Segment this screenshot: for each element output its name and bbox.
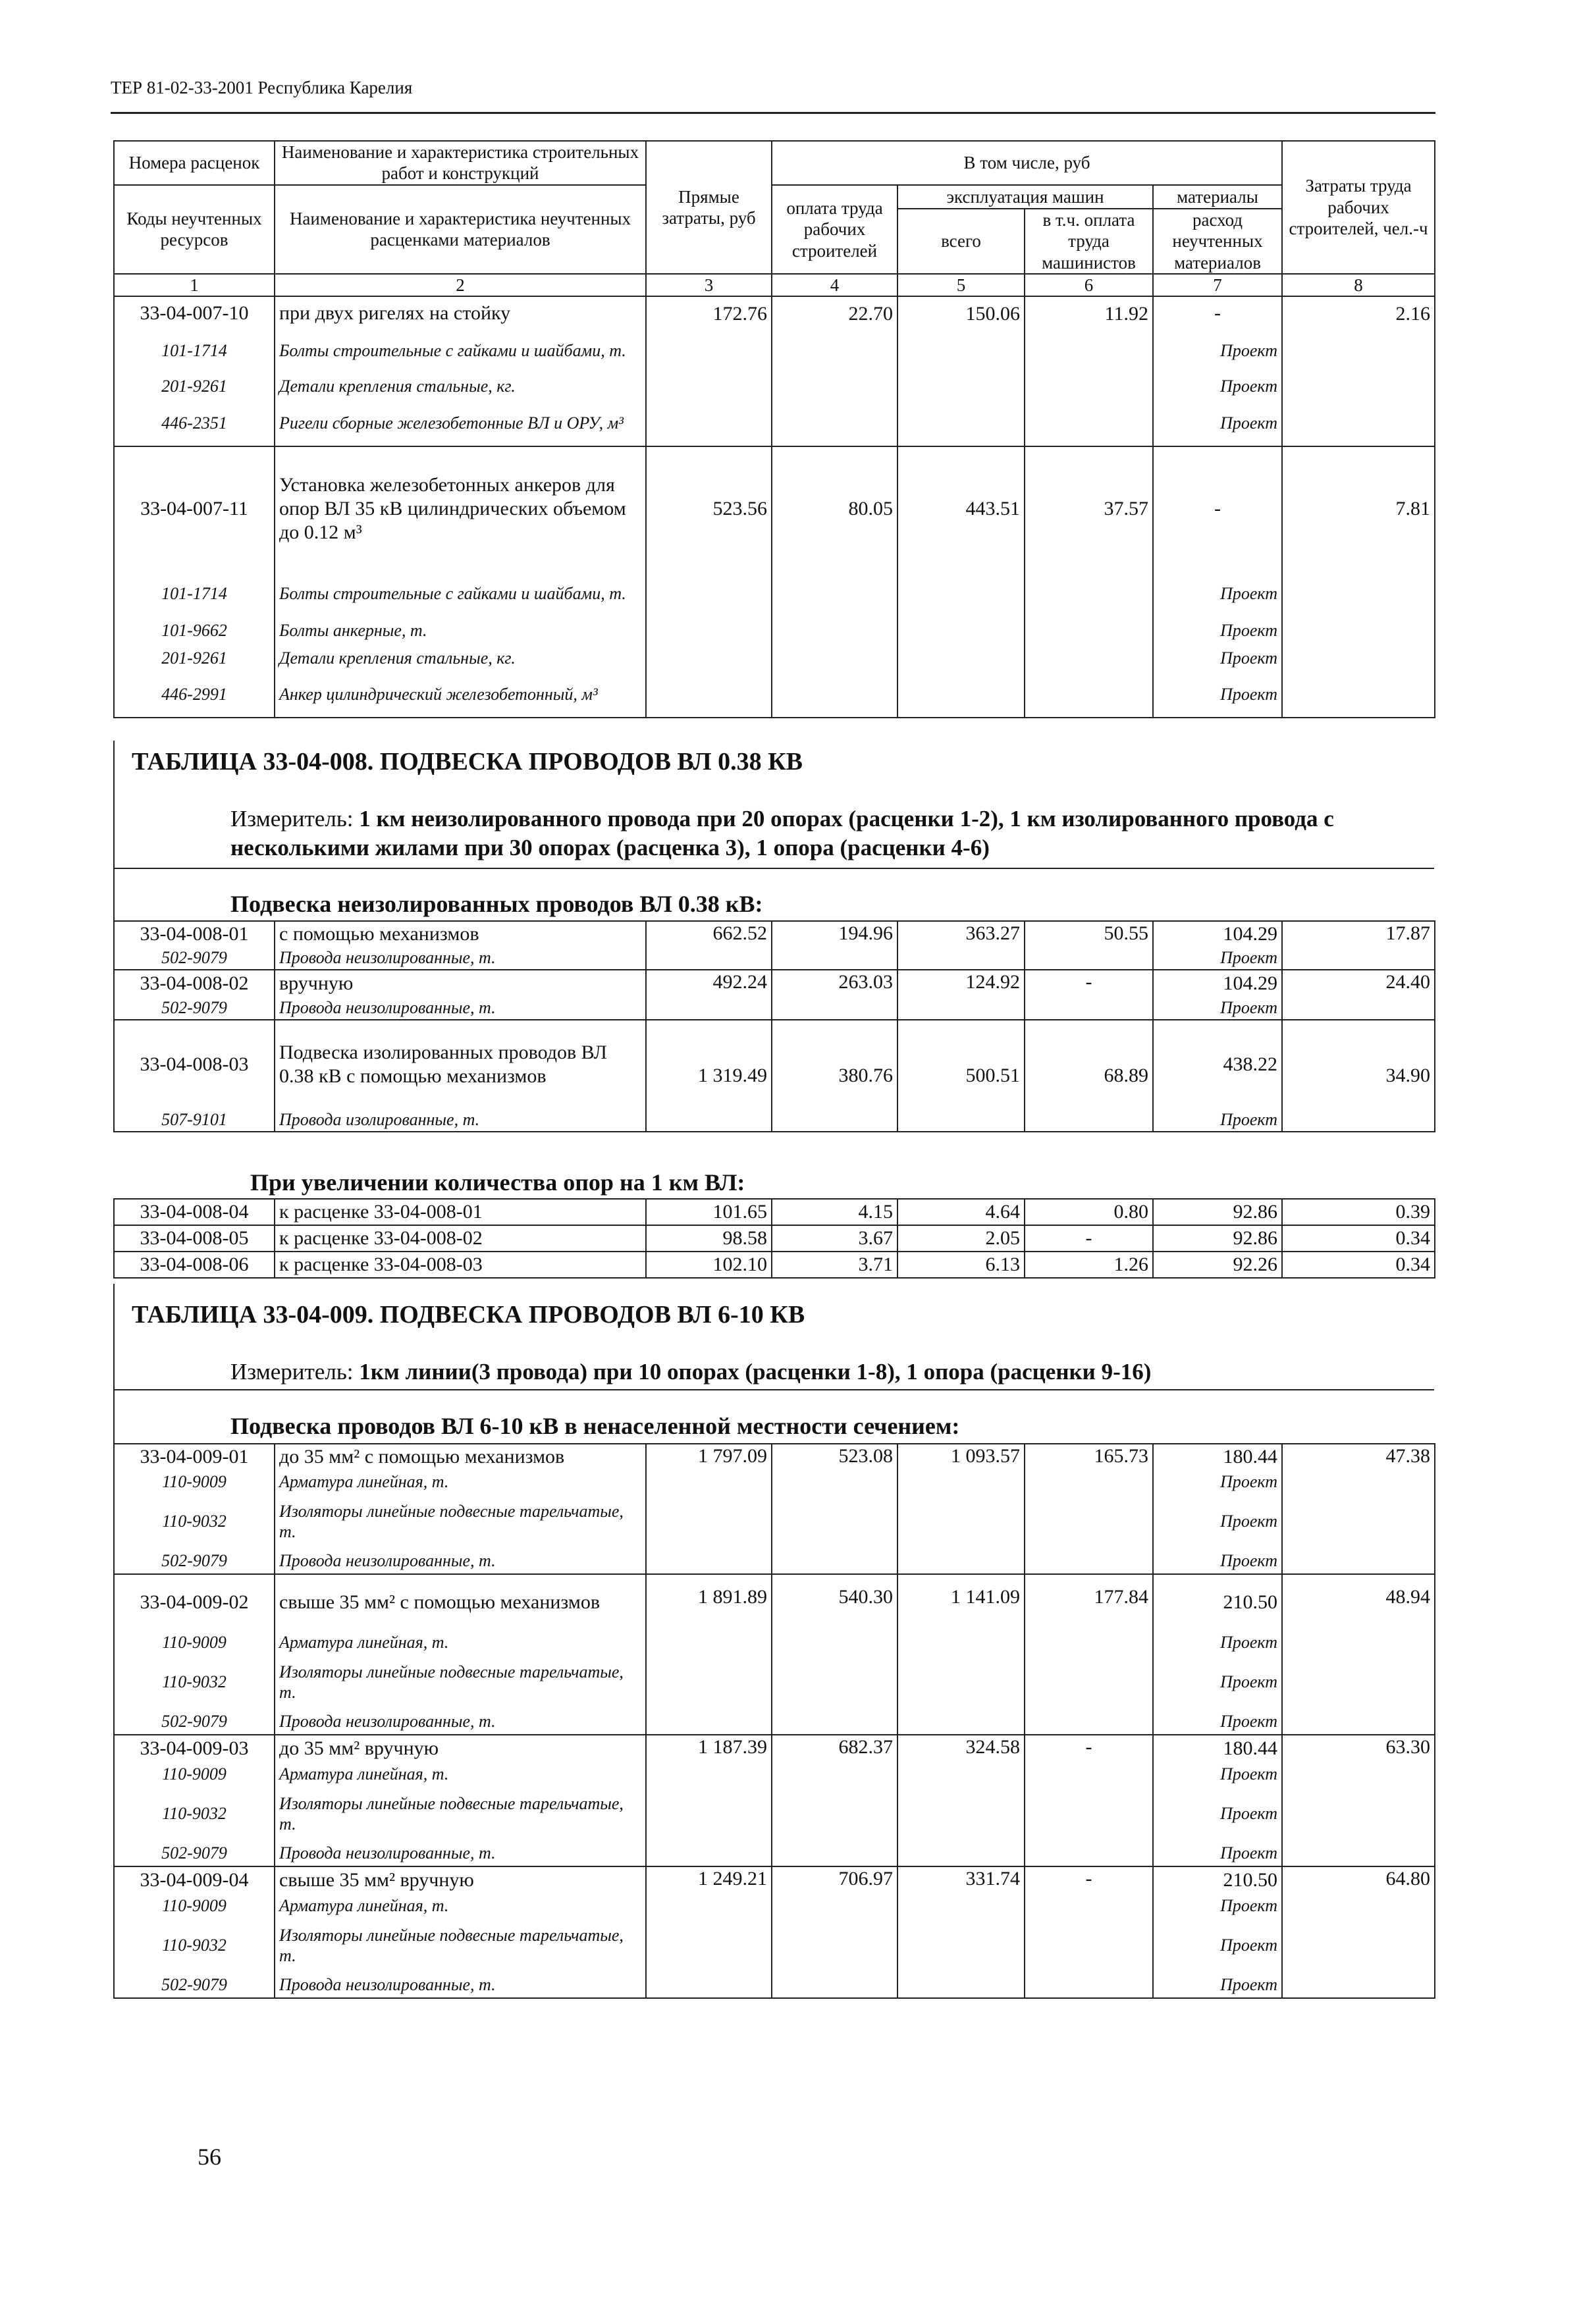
- work-name: свыше 35 мм² с помощью механизмов: [275, 1574, 646, 1629]
- table-row: [114, 446, 1435, 570]
- labor-hours: 63.30: [1282, 1735, 1435, 1866]
- rates-table-008: [113, 920, 1435, 1132]
- material-name: Детали крепления стальные, кг.: [275, 371, 646, 400]
- material-name: Болты анкерные, т.: [275, 616, 646, 644]
- material-usage: Проект: [1153, 570, 1282, 616]
- work-name: вручную: [275, 970, 646, 996]
- material-usage: Проект: [1153, 1893, 1282, 1919]
- subheading-6-10kv: Подвеска проводов ВЛ 6-10 кВ в ненаселенной местности сечением:: [230, 1413, 960, 1439]
- rate-code: 33-04-009-04: [114, 1866, 275, 1893]
- machines-total: 6.13: [897, 1252, 1025, 1278]
- material-usage: Проект: [1153, 644, 1282, 672]
- col-header-group: В том числе, руб: [772, 141, 1282, 185]
- machinist-pay: 0.80: [1025, 1199, 1153, 1225]
- table-row: [114, 921, 1435, 946]
- worker-pay: 682.37: [772, 1735, 897, 1866]
- labor-hours: 0.34: [1282, 1252, 1435, 1278]
- work-name: Подвеска изолированных проводов ВЛ 0.38 кВ с помощью механизмов: [275, 1020, 646, 1108]
- direct-costs: 101.65: [646, 1199, 772, 1225]
- direct-costs: 172.76: [646, 296, 772, 446]
- resource-code: 446-2991: [114, 672, 275, 718]
- col-header-resource-codes: Коды неучтенных ресурсов: [114, 185, 275, 274]
- direct-costs: 1 319.49: [646, 1020, 772, 1132]
- measure-text: 1км линии(3 провода) при 10 опорах (расценки 1-8), 1 опора (расценки 9-16): [359, 1359, 1152, 1385]
- column-number-row: [114, 274, 1435, 296]
- table-row: [114, 1444, 1435, 1469]
- material-name: Изоляторы линейные подвесные тарельчатые, т.: [275, 1495, 646, 1548]
- work-name: Установка железобетонных анкеров для опор ВЛ 35 кВ цилиндрических объемом до 0.12 м³: [275, 446, 646, 570]
- machinist-pay: 177.84: [1025, 1574, 1153, 1735]
- table-row: [114, 1225, 1435, 1252]
- material-name: Изоляторы линейные подвесные тарельчатые, т.: [275, 1919, 646, 1972]
- subheading-increase: При увеличении количества опор на 1 км ВЛ:: [250, 1169, 745, 1196]
- col-num: 3: [646, 274, 772, 296]
- col-num: 8: [1282, 274, 1435, 296]
- rate-code: 33-04-008-01: [114, 921, 275, 946]
- measure-label: Измеритель:: [230, 1359, 354, 1385]
- rates-table-007: [113, 140, 1435, 718]
- rate-code: 33-04-007-11: [114, 446, 275, 570]
- resource-code: 502-9079: [114, 1708, 275, 1735]
- material-usage: 92.86: [1153, 1199, 1282, 1225]
- resource-code: 502-9079: [114, 996, 275, 1020]
- machinist-pay: 11.92: [1025, 296, 1153, 446]
- resource-code: 110-9009: [114, 1893, 275, 1919]
- material-name: Провода неизолированные, т.: [275, 1548, 646, 1574]
- resource-code: 502-9079: [114, 1840, 275, 1866]
- measure-009: [230, 1358, 1435, 1386]
- material-usage: Проект: [1153, 1656, 1282, 1708]
- direct-costs: 523.56: [646, 446, 772, 718]
- col-header-exploitation: эксплуатация машин: [897, 185, 1153, 209]
- material-usage: Проект: [1153, 672, 1282, 718]
- rate-code: 33-04-009-01: [114, 1444, 275, 1469]
- rates-table-008-extra: [113, 1198, 1435, 1279]
- machinist-pay: 1.26: [1025, 1252, 1153, 1278]
- table-row: [114, 1735, 1435, 1761]
- direct-costs: 102.10: [646, 1252, 772, 1278]
- material-name: Провода неизолированные, т.: [275, 1972, 646, 1998]
- material-name: Арматура линейная, т.: [275, 1893, 646, 1919]
- direct-costs: 98.58: [646, 1225, 772, 1252]
- table-row: [114, 970, 1435, 996]
- material-usage: 438.22: [1153, 1020, 1282, 1108]
- material-name: Провода неизолированные, т.: [275, 1840, 646, 1866]
- labor-hours: 0.34: [1282, 1225, 1435, 1252]
- machines-total: 331.74: [897, 1866, 1025, 1998]
- machinist-pay: 50.55: [1025, 921, 1153, 970]
- direct-costs: 492.24: [646, 970, 772, 1020]
- work-name: с помощью механизмов: [275, 921, 646, 946]
- resource-code: 110-9009: [114, 1629, 275, 1656]
- resource-code: 201-9261: [114, 644, 275, 672]
- table-row: [114, 1020, 1435, 1108]
- machines-total: 2.05: [897, 1225, 1025, 1252]
- measure-label: Измеритель:: [230, 806, 354, 832]
- table-row: [114, 296, 1435, 329]
- col-header-rate-numbers: Номера расценок: [114, 141, 275, 185]
- labor-hours: 64.80: [1282, 1866, 1435, 1998]
- material-name: Болты строительные с гайками и шайбами, т.: [275, 329, 646, 371]
- col-header-material-name: Наименование и характеристика неучтенных расценками материалов: [275, 185, 646, 274]
- direct-costs: 1 891.89: [646, 1574, 772, 1735]
- material-usage: Проект: [1153, 1548, 1282, 1574]
- machinist-pay: 165.73: [1025, 1444, 1153, 1574]
- worker-pay: 80.05: [772, 446, 897, 718]
- rate-code: 33-04-008-06: [114, 1252, 275, 1278]
- material-usage: Проект: [1153, 1761, 1282, 1787]
- direct-costs: 1 249.21: [646, 1866, 772, 1998]
- rule: [113, 868, 1434, 869]
- material-name: Арматура линейная, т.: [275, 1761, 646, 1787]
- material-name: Арматура линейная, т.: [275, 1629, 646, 1656]
- resource-code: 502-9079: [114, 1548, 275, 1574]
- material-name: Изоляторы линейные подвесные тарельчатые, т.: [275, 1787, 646, 1840]
- table-row: [114, 1252, 1435, 1278]
- material-name: Анкер цилиндрический железобетонный, м³: [275, 672, 646, 718]
- worker-pay: 540.30: [772, 1574, 897, 1735]
- rate-code: 33-04-008-03: [114, 1020, 275, 1108]
- material-usage: 92.86: [1153, 1225, 1282, 1252]
- col-num: 7: [1153, 274, 1282, 296]
- machines-total: 443.51: [897, 446, 1025, 718]
- material-name: Провода изолированные, т.: [275, 1108, 646, 1132]
- machinist-pay: 68.89: [1025, 1020, 1153, 1132]
- work-name: до 35 мм² вручную: [275, 1735, 646, 1761]
- material-usage: 180.44: [1153, 1444, 1282, 1469]
- resource-code: 110-9032: [114, 1495, 275, 1548]
- labor-hours: 24.40: [1282, 970, 1435, 1020]
- col-num: 2: [275, 274, 646, 296]
- col-num: 5: [897, 274, 1025, 296]
- material-usage: Проект: [1153, 1840, 1282, 1866]
- worker-pay: 523.08: [772, 1444, 897, 1574]
- material-usage: Проект: [1153, 400, 1282, 446]
- material-usage: Проект: [1153, 1469, 1282, 1495]
- machines-total: 363.27: [897, 921, 1025, 970]
- material-usage: 104.29: [1153, 970, 1282, 996]
- material-name: Ригели сборные железобетонные ВЛ и ОРУ, м³: [275, 400, 646, 446]
- direct-costs: 1 187.39: [646, 1735, 772, 1866]
- resource-code: 110-9009: [114, 1469, 275, 1495]
- resource-code: 110-9032: [114, 1656, 275, 1708]
- material-name: Арматура линейная, т.: [275, 1469, 646, 1495]
- labor-hours: 0.39: [1282, 1199, 1435, 1225]
- machinist-pay: -: [1025, 1225, 1153, 1252]
- section-left-rule: [113, 1284, 115, 1462]
- worker-pay: 706.97: [772, 1866, 897, 1998]
- resource-code: 446-2351: [114, 400, 275, 446]
- page-header: ТЕР 81-02-33-2001 Республика Карелия: [111, 78, 413, 97]
- resource-code: 101-1714: [114, 570, 275, 616]
- measure-text: 1 км неизолированного провода при 20 опорах (расценки 1-2), 1 км изолированного провода с несколькими жилами при 30 опорах (расценка 3), 1 опора (расценки 4-6): [230, 806, 1334, 860]
- labor-hours: 2.16: [1282, 296, 1435, 446]
- worker-pay: 194.96: [772, 921, 897, 970]
- work-name: свыше 35 мм² вручную: [275, 1866, 646, 1893]
- resource-code: 110-9032: [114, 1919, 275, 1972]
- material-usage: 210.50: [1153, 1866, 1282, 1893]
- material-usage: 92.26: [1153, 1252, 1282, 1278]
- col-header-work-name: Наименование и характеристика строительных работ и конструкций: [275, 141, 646, 185]
- resource-code: 201-9261: [114, 371, 275, 400]
- rate-code: 33-04-009-02: [114, 1574, 275, 1629]
- resource-code: 502-9079: [114, 946, 275, 970]
- work-name: к расценке 33-04-008-03: [275, 1252, 646, 1278]
- machines-total: 4.64: [897, 1199, 1025, 1225]
- col-header-material-usage: расход неучтенных материалов: [1153, 209, 1282, 274]
- col-num: 4: [772, 274, 897, 296]
- labor-hours: 34.90: [1282, 1020, 1435, 1132]
- material-usage: Проект: [1153, 371, 1282, 400]
- work-name: к расценке 33-04-008-01: [275, 1199, 646, 1225]
- resource-code: 502-9079: [114, 1972, 275, 1998]
- material-usage: Проект: [1153, 1708, 1282, 1735]
- material-usage: Проект: [1153, 329, 1282, 371]
- page-number: 56: [198, 2144, 221, 2170]
- machinist-pay: -: [1025, 970, 1153, 1020]
- machinist-pay: -: [1025, 1866, 1153, 1998]
- material-usage: Проект: [1153, 946, 1282, 970]
- material-name: Провода неизолированные, т.: [275, 1708, 646, 1735]
- rate-code: 33-04-007-10: [114, 296, 275, 329]
- col-num: 1: [114, 274, 275, 296]
- labor-hours: 17.87: [1282, 921, 1435, 970]
- rule: [113, 1389, 1434, 1390]
- material-name: Болты строительные с гайками и шайбами, т.: [275, 570, 646, 616]
- rate-code: 33-04-008-04: [114, 1199, 275, 1225]
- work-name: при двух ригелях на стойку: [275, 296, 646, 329]
- material-usage: 104.29: [1153, 921, 1282, 946]
- resource-code: 110-9032: [114, 1787, 275, 1840]
- worker-pay: 22.70: [772, 296, 897, 446]
- material-name: Изоляторы линейные подвесные тарельчатые, т.: [275, 1656, 646, 1708]
- col-num: 6: [1025, 274, 1153, 296]
- col-header-total: всего: [897, 209, 1025, 274]
- material-usage: Проект: [1153, 1629, 1282, 1656]
- material-usage: Проект: [1153, 1919, 1282, 1972]
- machines-total: 150.06: [897, 296, 1025, 446]
- machinist-pay: -: [1025, 1735, 1153, 1866]
- col-header-worker-pay: оплата труда рабочих строителей: [772, 185, 897, 274]
- material-usage: Проект: [1153, 996, 1282, 1020]
- col-header-labor: Затраты труда рабочих строителей, чел.-ч: [1282, 141, 1435, 274]
- material-name: Провода неизолированные, т.: [275, 996, 646, 1020]
- work-name: до 35 мм² с помощью механизмов: [275, 1444, 646, 1469]
- col-header-machinist-pay: в т.ч. оплата труда машинистов: [1025, 209, 1153, 274]
- material-usage: 210.50: [1153, 1574, 1282, 1629]
- rate-code: 33-04-009-03: [114, 1735, 275, 1761]
- resource-code: 507-9101: [114, 1108, 275, 1132]
- direct-costs: 1 797.09: [646, 1444, 772, 1574]
- header-rule: [111, 112, 1435, 114]
- material-usage: -: [1153, 296, 1282, 329]
- material-usage: Проект: [1153, 616, 1282, 644]
- rates-table-009: [113, 1443, 1435, 1999]
- worker-pay: 380.76: [772, 1020, 897, 1132]
- worker-pay: 3.71: [772, 1252, 897, 1278]
- table-row: [114, 1199, 1435, 1225]
- machines-total: 324.58: [897, 1735, 1025, 1866]
- labor-hours: 48.94: [1282, 1574, 1435, 1735]
- worker-pay: 263.03: [772, 970, 897, 1020]
- worker-pay: 4.15: [772, 1199, 897, 1225]
- machinist-pay: 37.57: [1025, 446, 1153, 718]
- machines-total: 124.92: [897, 970, 1025, 1020]
- section-left-rule: [113, 741, 115, 925]
- material-name: Провода неизолированные, т.: [275, 946, 646, 970]
- work-name: к расценке 33-04-008-02: [275, 1225, 646, 1252]
- material-usage: Проект: [1153, 1495, 1282, 1548]
- col-header-direct-costs: Прямые затраты, руб: [646, 141, 772, 274]
- col-header-materials: материалы: [1153, 185, 1282, 209]
- measure-008: [230, 805, 1435, 862]
- worker-pay: 3.67: [772, 1225, 897, 1252]
- rate-code: 33-04-008-05: [114, 1225, 275, 1252]
- resource-code: 110-9009: [114, 1761, 275, 1787]
- direct-costs: 662.52: [646, 921, 772, 970]
- labor-hours: 47.38: [1282, 1444, 1435, 1574]
- labor-hours: 7.81: [1282, 446, 1435, 718]
- rate-code: 33-04-008-02: [114, 970, 275, 996]
- machines-total: 500.51: [897, 1020, 1025, 1132]
- section-title-008: ТАБЛИЦА 33-04-008. ПОДВЕСКА ПРОВОДОВ ВЛ 0.38 КВ: [132, 748, 803, 776]
- material-name: Детали крепления стальные, кг.: [275, 644, 646, 672]
- subheading-nonisolated: Подвеска неизолированных проводов ВЛ 0.38 кВ:: [230, 891, 763, 917]
- material-usage: Проект: [1153, 1787, 1282, 1840]
- machines-total: 1 141.09: [897, 1574, 1025, 1735]
- table-row: [114, 1866, 1435, 1893]
- material-usage: 180.44: [1153, 1735, 1282, 1761]
- machines-total: 1 093.57: [897, 1444, 1025, 1574]
- material-usage: Проект: [1153, 1108, 1282, 1132]
- resource-code: 101-9662: [114, 616, 275, 644]
- table-row: [114, 1574, 1435, 1629]
- resource-code: 101-1714: [114, 329, 275, 371]
- section-title-009: ТАБЛИЦА 33-04-009. ПОДВЕСКА ПРОВОДОВ ВЛ 6-10 КВ: [132, 1301, 805, 1329]
- material-usage: Проект: [1153, 1972, 1282, 1998]
- material-usage: -: [1153, 446, 1282, 570]
